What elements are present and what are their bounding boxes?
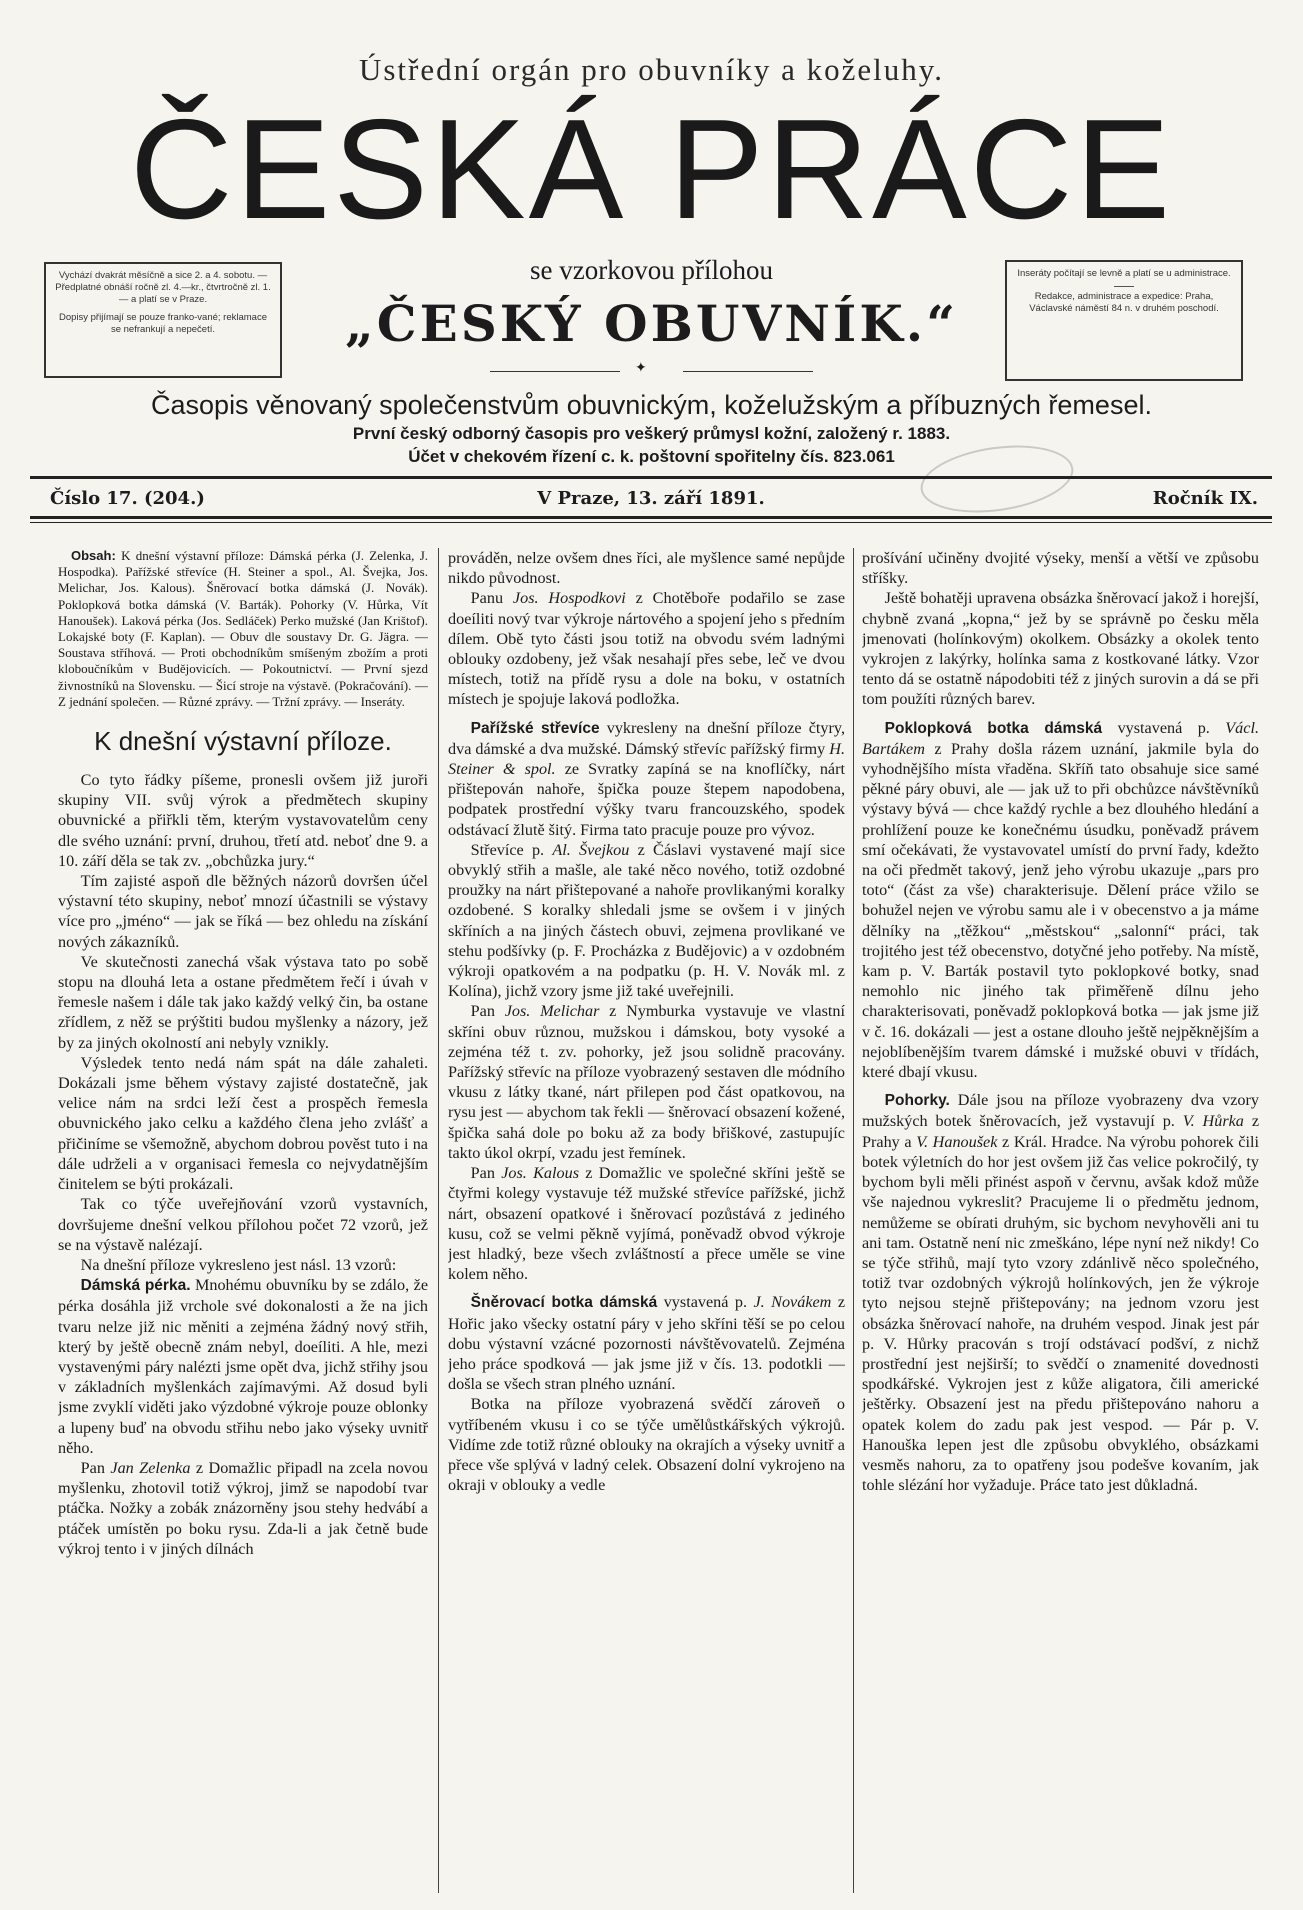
contents-paragraph: [58, 548, 428, 710]
paragraph-text: vystavená p.: [663, 1293, 748, 1312]
column-2: [448, 548, 845, 1893]
article-paragraph: [448, 1001, 845, 1163]
article-paragraph: [862, 1090, 1259, 1495]
issue-info-row: [30, 488, 1272, 514]
paragraph-text: Panu: [470, 589, 504, 608]
section-lead: Pohorky.: [884, 1092, 950, 1110]
article-paragraph: [448, 840, 845, 1002]
paragraph-text: z Domažlic připadl na zcela novou myšlenku, zhotovil totiž výkroj, jimž se napodobí tvar ptáčka. Nožky a zobák znázorněny jsou stehy hedvábí a ptáček umístěn po boku rysu. Zda-li a jak četně bude výkroj tento i v jiných dílnách: [58, 1458, 428, 1558]
article-paragraph: [862, 718, 1259, 1083]
account-line: Účet v chekovém řízení c. k. poštovní spořitelny čís. 823.061: [408, 447, 895, 466]
article-paragraph: [448, 1292, 845, 1394]
founding-line: První český odborný časopis pro veškerý průmysl kožní, založený r. 1883.: [352, 424, 951, 443]
letters-text: Dopisy přijímají se pouze franko-vané; reklamace se nefrankují a nepečetí.: [58, 312, 268, 335]
paragraph-text: z Hořic jako všecky ostatní páry v jeho skříni těší se po celou dobu výstavní vzácné pozornosti návštěvovatelů. Zejména jeho práce spodková — jak jsme již v čís. 13. podotkli — došla se všech stran plného uznání.: [448, 1293, 845, 1394]
person-name: Jos. Melichar: [504, 1002, 600, 1021]
paragraph-text: z Prahy a: [862, 1112, 1259, 1151]
article-paragraph: [448, 1163, 845, 1284]
person-name: Jos. Kalous: [501, 1164, 580, 1183]
paragraph-text: ze Svratky zapíná se na knoflíčky, nárt přištepován nahoře, špička pouze štepem napodobena, podpatek prostřední výšky tvaru francouzského, spodek odstávací žlutě šitý. Firma tato pracuje pouze pro vývoz.: [448, 760, 845, 839]
article-paragraph: [448, 718, 845, 840]
article-heading: K dnešní výstavní příloze.: [94, 726, 392, 757]
paragraph-text: Střevíce p.: [470, 840, 545, 859]
paragraph-text: z Nymburka vystavuje ve vlastní skříni obuv různou, mužskou i dámskou, boty vysoké a zejména též t. zv. pohorky, jež jsou solidně pracovány. Pařížský střevíc na příloze vyobrazený sestaven dle módního vkusu z látky tkané, nárt přilepen pod část opatkovou, na rysu jest — abychom tak řekli — šněrovací obsazení kožené, špička sahá dole po boku až za body břiškové, zastupujíc takto úkol okrpí, vzadu jest řemínek.: [448, 1002, 845, 1162]
article-paragraph: [58, 1458, 428, 1559]
paragraph-text: z Chotěboře podařilo se zase doeíliti nový tvar výkroje nártového a spojení jeho s předním dílem. Obě tyto části jsou totiž na obvodu svém ladnými oblouky ozdobeny, jež však nesahají přes sebe, leč ve dvou místech, totiž na přídě rysu a dole na boku, v ostatních místech je spojuje laková podložka.: [448, 589, 845, 709]
masthead-title: ČESKÁ PRÁCE: [129, 90, 1174, 249]
article-paragraph: Ještě bohatěji upravena obsázka šněrovací jakož i horejší, chybně zvaná „kopna,“ jež by se správně po česku měla jmenovati (holínkovým) okolkem. Obsázky a okolek tento vykrojen z lakýrky, holínka sama z kostkované látky. Vzor tento dá se ostatně nápodobiti též z jiných surovin a dá se při tom použíti různých barev.: [862, 589, 1259, 709]
supplement-title: „ČESKÝ OBUVNÍK.“: [345, 294, 958, 353]
editorial-info-box: [1005, 260, 1243, 381]
header-rule-top: [30, 476, 1272, 479]
person-name: Jos. Hospodkovi: [512, 589, 626, 608]
issue-number: Číslo 17. (204.): [50, 488, 205, 509]
masthead-subtitle: se vzorkovou přílohou: [530, 255, 773, 285]
section-lead: Pařížské střevíce: [470, 719, 600, 737]
column-3: [862, 548, 1259, 1893]
article-paragraph: Výsledek tento nedá nám spát na dále zahaleti. Dokázali jsme během výstavy zajisté dostatečně, jak velice nám na srdci leží čest a prospěch řemesla obuvnického jako celku a každého člena jeho zvlášť a přičiníme se všemožně, abychom dobrou pověst tuto i na dále udrželi a v organisaci řemesla co nejvydatnějším činitelem se býti prokázali.: [58, 1053, 428, 1194]
box-divider: [1114, 286, 1134, 287]
person-name: Jan Zelenka: [110, 1458, 191, 1477]
paragraph-text: Pan: [470, 1164, 495, 1183]
paragraph-text: z Prahy došla rázem uznání, jakmile byla do vyhodnějšího místa vřaděna. Skříň tato obsahuje sice samé pěkné páry obuvi, ale — jak už to při obchůzce návštěvníků výstavy bývá — chce každý rychle a bez dlouhého hledání a prohlížení pouze ke konečnému úsudku, poněvadž právem smí očekávati, že vystavovatel umístí do první řady, kdežto na oči předmět takový, jenž jeho výrobu ukazuje „pars pro toto“ (část za vše) charakterisuje. Dělení práce vžilo se bohužel nejen ve výrobu samu ale i v obecenstvo a ja máme dělníky na „těžkou“ „městskou“ „salonní“ práci, tak trojitého jest též obecenstvo, dotyčné jeho potřeby. Na místě, kam p. V. Barták postavil tyto poklopkové botky, snad nemohlo nic jiného tak přiměřeně dílnu jeho charakterisovati, poněvadž poklopková botka — jak jsme již v č. 16. dokázali — jest a ostane dlouho ještě nejpěknějším a nejoblíbenějším tvarem dámské i mužské obuvi v třídách, které dbají vkusu.: [862, 739, 1259, 1082]
tagline: Časopis věnovaný společenstvům obuvnickým, koželužským a příbuzných řemesel.: [151, 390, 1152, 420]
person-name: J. Novákem: [753, 1293, 832, 1312]
article-paragraph: Botka na příloze vyobrazená svědčí zároveň o vytříbeném vkusu i co se týče umělůstkářských výkrojů. Vidíme zde totiž různé oblouky na okrajích a výseky uvnitř a přece vše splývá v ladný celek. Obsazení dolní vykrojeno na okraji v oblouky a vedle: [448, 1395, 845, 1495]
editorial-address-text: Redakce, administrace a expedice: Praha, Václavské náměstí 84 n. v druhém poschodí.: [1029, 291, 1219, 314]
article-paragraph: [58, 1275, 428, 1458]
article-paragraph: Ve skutečnosti zanechá však výstava tato po sobě stopu na dlouhá leta a ostane předmětem řečí i úvah v řemesle našem i dále tak jako každý velký čin, ba ostane zřídlem, z něž se prýštiti budou myšlenky a názory, jež by za jiných okolností ani nebyly vznikly.: [58, 952, 428, 1052]
paragraph-text: vykresleny na dnešní příloze čtyry, dva dámské a dva mužské. Dámský střevíc pařížský firmy: [448, 718, 845, 758]
column-rule-1: [438, 548, 439, 1893]
section-lead: Dámská pérka.: [80, 1277, 191, 1295]
paragraph-text: Mnohému obuvníku by se zdálo, že pérka dosáhla již vrchole své dokonalosti a že na jich tvaru nelze již nic měniti a zejména žádný nový střih, který by ještě obecně znám nebyl, doeíliti. A hle, mezi vystavenými páry nalézti jsme opět dva, jichž střihy jsou v základních myšlenkách zajímavými. Až dosud byli jsme zvyklí viděti jako výzdobné výkroje pouze oblonky a lupeny buď na obvodu střihu nebo jako výseky uvnitř něho.: [58, 1276, 428, 1457]
section-lead: Poklopková botka dámská: [884, 719, 1103, 737]
person-name: Václ. Bartákem: [862, 718, 1259, 758]
article-paragraph: Na dnešní příloze vykresleno jest násl. 13 vzorů:: [80, 1255, 397, 1274]
section-lead: Šněrovací botka dámská: [470, 1294, 658, 1312]
column-rule-2: [853, 548, 854, 1893]
adverts-text: Inseráty počítají se levně a platí se u administrace.: [1017, 268, 1231, 279]
header-rule-thin: [30, 522, 1272, 523]
paragraph-text: z Čáslavi vystavené mají sice obvyklý střih a mašle, ale také něco nového, totiž ozdobné proužky na nárt přištepované a nahoře provlikanými koralky ozdobené. S koralky shledali jsme se ovšem i v jiných skříních a na jiných částech obuvi, zejmena provlikané ve stehu podšívky (p. F. Procházka z Budějovic) a v ozdobném výkroji opatkovém a na podpatku (p. H. V. Novák ml. z Kolína), jichž vzory jsme již také uveřejnili.: [448, 840, 845, 1001]
subscription-text: Vychází dvakrát měsíčně a sice 2. a 4. sobotu. — Předplatné obnáší ročně zl. 4.—kr., čtvrtročně zl. 1.— a platí se v Praze.: [55, 270, 271, 305]
article-paragraph: prováděn, nelze ovšem dnes říci, ale myšlence samé nepůjde nikdo původnost.: [448, 549, 845, 588]
contents-label: Obsah:: [71, 548, 116, 563]
ornament-divider: [490, 360, 813, 378]
article-paragraph: Tak co týče uveřejňování vzorů vystavních, dovršujeme dnešní velkou přílohou počet 72 vzorů, jež se na výstavě nalézají.: [58, 1195, 428, 1254]
article-paragraph: Co tyto řádky píšeme, pronesli ovšem již juroři skupiny VII. svůj výrok a předmětech skupiny obuvnické a přiřkli těm, kterým vystavovatelům ceny dle svého uznání: první, druhou, třetí atd. neboť dne 9. a 10. září děla se tak zv. „obchůzka jury.“: [58, 771, 428, 870]
issue-volume: Ročník IX.: [1152, 488, 1258, 509]
paragraph-text: Dále jsou na příloze vyobrazeny dva vzory mužských botek šněrovacích, jež vystavují p.: [862, 1091, 1259, 1131]
person-name: V. Hanoušek: [916, 1132, 998, 1151]
person-name: V. Hůrka: [1182, 1112, 1244, 1131]
article-paragraph: [448, 588, 845, 709]
person-name: H. Steiner & spol.: [448, 739, 845, 779]
contents-text: K dnešní výstavní příloze: Dámská pérka (J. Zelenka, J. Hospodka). Pařížské střevíce (H. Steiner a spol., Al. Švejka, Jos. Melichar, Jos. Kalous). Šněrovací botka dámská (J. Novák). Poklopková botka dámská (V. Barták). Pohorky (V. Hůrka, Vít Hanoušek). Laková pérka (Jos. Sedláček) Perko mužské (Jan Krištof). Lokajské boty (F. Kaplan). — Obuv dle soustavy Dr. G. Jägra. — Soustava stříhová. — Proti obchodníkům smíšeným zbožím a proti kloboučníkům v Budějovicích. — Pokoutnictví. — První sjezd živnostníků na Slovensku. — Šicí stroje na výstavě. (Pokračování). — Z jednání společen. — Různé zprávy. — Tržní zprávy. — Inseráty.: [58, 548, 428, 709]
ornament-icon: ✦: [635, 360, 647, 376]
article-paragraph: prošívání učiněny dvojité výseky, menší a větší ve způsobu stříšky.: [862, 549, 1259, 588]
header-rule-bottom: [30, 516, 1272, 519]
paragraph-text: vystavená p.: [1117, 718, 1210, 737]
article-paragraph: Tím zajisté aspoň dle běžných názorů dovršen účel výstavní této skupiny, neboť mnozí účastnili se výstavy více pro „jméno“ — jak se říká — bez ohledu na získání nových zákazníků.: [58, 872, 428, 951]
paragraph-text: Pan: [470, 1002, 495, 1021]
paragraph-text: z Král. Hradce. Na výrobu pohorek čili botek výletních do hor jest ovšem již čas velice pokročilý, ty bychom byli měli přinést aspoň v červnu, avšak kdož může vše najednou vykreslit? Pracujeme li o předmětu jednom, nemůžeme se obírati druhým, sic bychom nevyhověli ani tu ani tam. Ostatně není nic zmeškáno, lépe nyní než nikdy! Co se týče střihů, mají tyto vzory zdánlivě něco společného, totiž tvar ozdobných výkrojů holínkových, jen že výkroje tyto nejsou stejně přištepovány; na jednom vzoru jest obsázka šněrovací nahoře, na druhém vespod. Jinak jest pár p. V. Hůrky pracován s trojí odstávací podšví, z nichž prostřední jest nejširší; to svědčí o znamenité dovednosti spodkářské. Vykrojen jest z kůže aligatora, čili americké ještěrky. Obsazení jest na předu přištepováno nahoru a opatek kolem do zadu pak jest vespod. — Pár p. V. Hanouška lepen jest dle způsobu obvyklého, obsázkami vesměs nahoru, za to opatřeny jsou podešve kovaním, jak tohle slézání hor vyžaduje. Práce tato jest důkladná.: [862, 1132, 1259, 1495]
masthead-kicker: Ústřední orgán pro obuvníky a koželuhy.: [358, 52, 945, 87]
column-1: [58, 548, 428, 1893]
issue-place-date: V Praze, 13. září 1891.: [537, 488, 765, 509]
paragraph-text: z Domažlic ve společné skříni ještě se čtyřmi kolegy vystavuje též mužské střevíce pařížské, jichž nárt, obsazení opatkové i šněrovací pozůstává z jediného kusu, což se velmi pěkně vyjímá, poněvadž obvod výkroje jest hladký, beze všech zvláštností a přece uměle se vine kolem něho.: [448, 1164, 845, 1284]
person-name: Al. Švejkou: [552, 840, 630, 859]
paragraph-text: Pan: [80, 1458, 105, 1477]
subscription-info-box: [44, 262, 282, 378]
